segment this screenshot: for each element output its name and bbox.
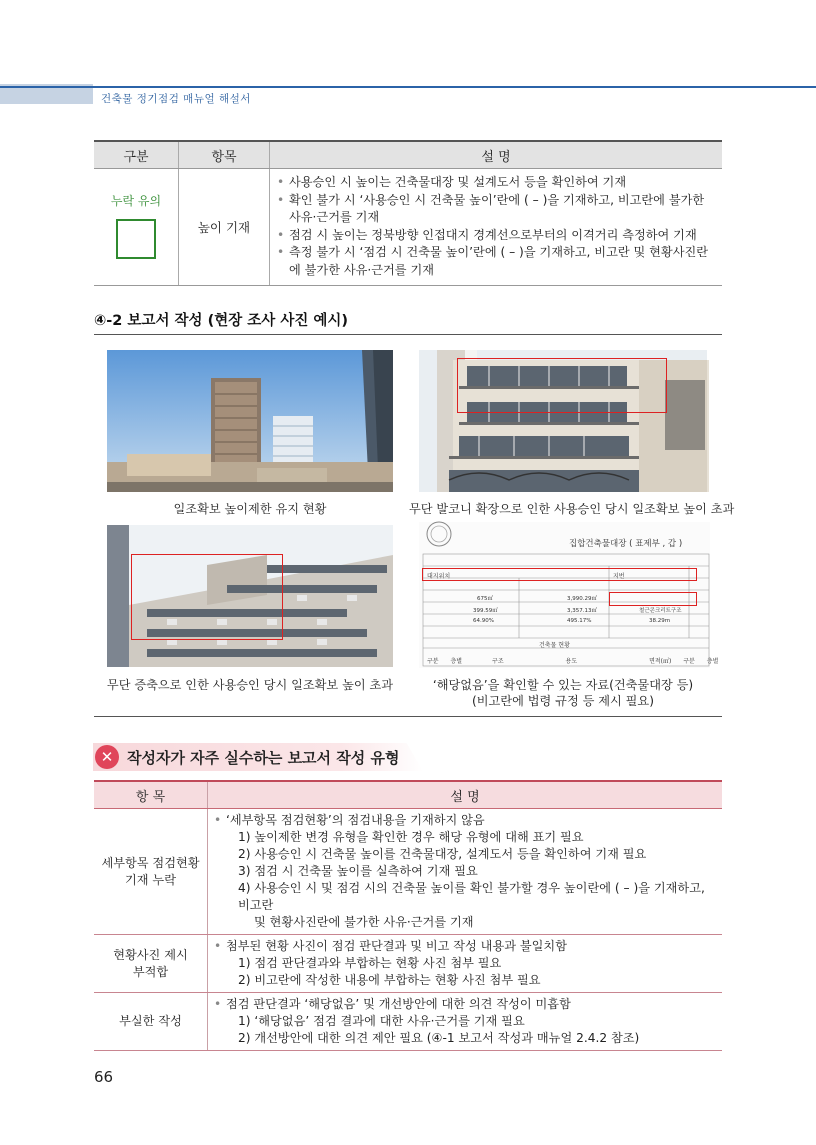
column-header: 구분 [94, 141, 179, 169]
description-cell [208, 935, 723, 993]
photo-caption: 일조확보 높이제한 유지 현황 [173, 502, 327, 516]
building-register-image [419, 522, 719, 668]
table-header-row [94, 141, 722, 169]
item-cell: 부실한 작성 [94, 993, 208, 1051]
column-header: 설 명 [208, 781, 723, 809]
header-rule [0, 86, 816, 88]
warning-title: 작성자가 자주 실수하는 보고서 작성 유형 [127, 749, 400, 767]
item-cell: 높이 기재 [179, 169, 270, 286]
table-row [94, 809, 722, 935]
checkbox-square-icon [116, 219, 156, 259]
running-header: 건축물 정기점검 매뉴얼 해설서 [101, 93, 251, 105]
section-rule [94, 334, 722, 335]
highlight-box [457, 358, 667, 413]
highlight-box [422, 568, 697, 581]
section-title: ④-2 보고서 작성 (현장 조사 사진 예시) [94, 313, 349, 329]
category-label: 누락 유의 [110, 193, 162, 208]
table-row [94, 169, 722, 286]
sub-item: 2) 비고란에 작성한 내용에 부합하는 현황 사진 첨부 필요 [238, 973, 541, 987]
item-cell: 세부항목 점검현황 기재 누락 [94, 809, 208, 935]
bullet-item: • ‘세부항목 점검현황’의 점검내용을 기재하지 않음 [214, 812, 716, 829]
section-rule [94, 716, 722, 717]
warning-banner [93, 743, 423, 771]
item-cell: 현황사진 제시 부적합 [94, 935, 208, 993]
register-column: 용도 [565, 658, 578, 665]
photo-caption: ‘해당없음’을 확인할 수 있는 자료(건축물대장 등) [432, 678, 694, 692]
photo-caption: 무단 발코니 확장으로 인한 사용승인 당시 일조확보 높이 초과 [409, 502, 735, 516]
page-number: 66 [94, 1068, 114, 1086]
register-title: 집합건축물대장 ( 표제부 , 갑 ) [569, 539, 683, 549]
column-header: 항목 [179, 141, 270, 169]
register-value: 399.59㎡ [473, 608, 498, 614]
bullet-item: • 점검 시 높이는 정북방향 인접대지 경계선으로부터의 이격거리 측정하여 기재 [277, 227, 715, 245]
register-column: 면적(㎡) [649, 658, 672, 665]
table-row [94, 993, 722, 1051]
sub-item: 4) 사용승인 시 및 점검 시의 건축물 높이를 확인 불가할 경우 높이란에 ( – )을 기재하고, 비고란 [238, 881, 705, 912]
photo-skyline [107, 350, 393, 492]
highlight-box [131, 554, 283, 640]
register-column: 구조 [492, 658, 504, 665]
bullet-item: • 확인 불가 시 ‘사용승인 시 건축물 높이’란에 ( – )을 기재하고, 비고란에 불가한 사유·근거를 기재 [277, 192, 715, 227]
register-structure: 철근콘크리트구조 [639, 608, 682, 614]
register-column: 층별 [706, 658, 719, 665]
register-field: 지번 [613, 573, 625, 580]
height-entry-table [94, 140, 722, 286]
register-column: 구분 [427, 658, 439, 665]
sub-item: 3) 점검 시 건축물 높이를 실측하여 기재 필요 [238, 864, 478, 878]
sub-item-continued: 및 현황사진란에 불가한 사유·근거를 기재 [254, 915, 474, 929]
table-row [94, 935, 722, 993]
close-circle-icon: ✕ [95, 745, 119, 769]
sub-item: 2) 사용승인 시 건축물 높이를 건축물대장, 설계도서 등을 확인하여 기재 필요 [238, 847, 647, 861]
register-value: 675㎡ [477, 596, 493, 602]
register-value: 495.17% [567, 618, 592, 624]
register-section: 건축물 현황 [539, 642, 570, 649]
description-cell [208, 993, 723, 1051]
bullet-item: • 첨부된 현황 사진이 점검 판단결과 및 비고 작성 내용과 불일치함 [214, 938, 716, 955]
column-header: 설 명 [270, 141, 723, 169]
column-header: 항 목 [94, 781, 208, 809]
sub-item: 1) 높이제한 변경 유형을 확인한 경우 해당 유형에 대해 표기 필요 [238, 830, 584, 844]
sub-item: 1) ‘해당없음’ 점검 결과에 대한 사유·근거를 기재 필요 [238, 1014, 525, 1028]
register-field: 대지위치 [427, 573, 451, 580]
register-value: 64.90% [473, 618, 494, 624]
register-value: 38.29m [649, 618, 671, 624]
description-cell [208, 809, 723, 935]
category-cell [94, 169, 179, 286]
sub-item: 1) 점검 판단결과와 부합하는 현황 사진 첨부 필요 [238, 956, 502, 970]
table-header-row [94, 781, 722, 809]
register-column: 층별 [450, 658, 463, 665]
common-mistakes-table [94, 780, 722, 1051]
register-value: 3,357.13㎡ [567, 608, 597, 614]
bullet-item: • 사용승인 시 높이는 건축물대장 및 설계도서 등을 확인하여 기재 [277, 174, 715, 192]
description-cell [270, 169, 723, 286]
register-column: 구분 [683, 658, 695, 665]
photo-caption: 무단 증축으로 인한 사용승인 당시 일조확보 높이 초과 [106, 678, 394, 692]
bullet-item: • 점검 판단결과 ‘해당없음’ 및 개선방안에 대한 의견 작성이 미흡함 [214, 996, 716, 1013]
sub-item: 2) 개선방안에 대한 의견 제안 필요 (④-1 보고서 작성과 매뉴얼 2.4.2 참조) [238, 1031, 640, 1045]
highlight-box [609, 592, 697, 606]
bullet-item: • 측정 불가 시 ‘점검 시 건축물 높이’란에 ( – )을 기재하고, 비고란 및 현황사진란에 불가한 사유·근거를 기재 [277, 244, 715, 279]
register-value: 3,990.29㎡ [567, 596, 597, 602]
photo-caption-note: (비고란에 법령 규정 등 제시 필요) [472, 694, 654, 708]
